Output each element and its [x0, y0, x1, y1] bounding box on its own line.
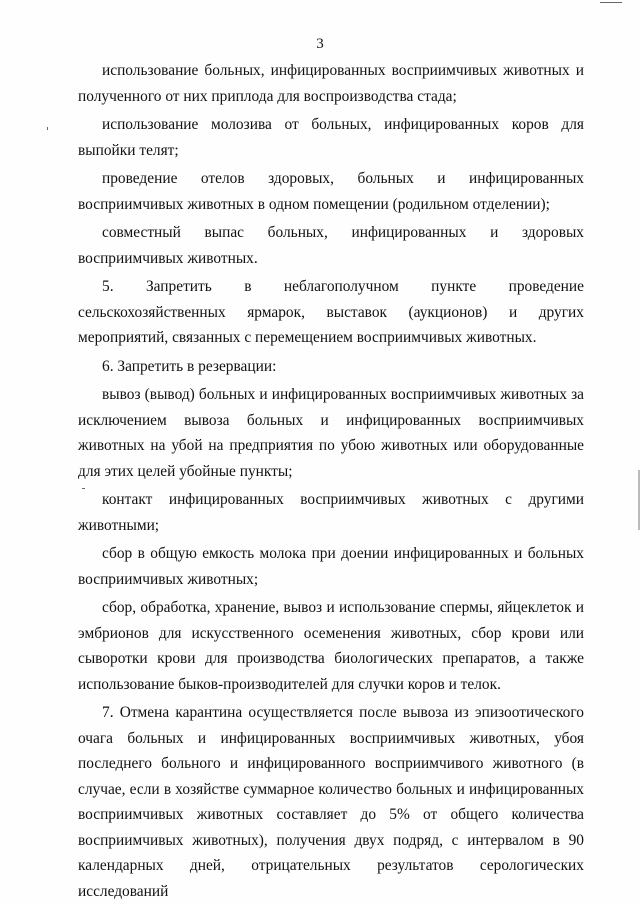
scan-mark-left — [47, 127, 48, 130]
scan-mark-left-middle — [82, 488, 85, 489]
paragraph-7: вывоз (вывод) больных и инфицированных восприимчивых животных за исключением вывоза больных и инфицированных восприимчивых животных на убой на предприятия по убою животных или оборудованные для этих целей убойные пункты; — [78, 386, 584, 480]
paragraph-9: сбор в общую емкость молока при доении инфицированных и больных восприимчивых животных; — [78, 545, 584, 588]
document-body — [78, 58, 584, 904]
paragraph-8: контакт инфицированных восприимчивых животных с другими животными; — [78, 491, 584, 534]
paragraph-4: совместный выпас больных, инфицированных и здоровых восприимчивых животных. — [78, 224, 584, 267]
paragraph-1: использование больных, инфицированных восприимчивых животных и полученного от них приплода для воспроизводства стада; — [78, 62, 584, 105]
scan-mark-top-right — [600, 2, 622, 3]
paragraph-3: проведение отелов здоровых, больных и инфицированных восприимчивых животных в одном помещении (родильном отделении); — [78, 170, 584, 213]
paragraph-6: 6. Запретить в резервации: — [102, 357, 277, 375]
paragraph-5: 5. Запретить в неблагополучном пункте проведение сельскохозяйственных ярмарок, выставок (аукционов) и других мероприятий, связанных с перемещением восприимчивых животных. — [78, 278, 584, 346]
paragraph-10: сбор, обработка, хранение, вывоз и использование спермы, яйцеклеток и эмбрионов для искусственного осеменения животных, сбор крови или сыворотки крови для производства биологических препаратов, а также использование быков-производителей для случки коров и телок. — [78, 599, 584, 693]
page-number: 3 — [316, 36, 324, 52]
paragraph-11: 7. Отмена карантина осуществляется после вывоза из эпизоотического очага больных и инфицированных восприимчивых животных, убоя последнего больного и инфицированного восприимчивого животного (в случае, если в хозяйстве суммарное количество больных и инфицированных восприимчивых животных составляет до 5% от общего количества восприимчивых животных), получения двух подряд, с интервалом в 90 календарных дней, отрицательных результатов серологических исследований — [78, 704, 584, 900]
paragraph-2: использование молозива от больных, инфицированных коров для выпойки телят; — [78, 116, 584, 159]
